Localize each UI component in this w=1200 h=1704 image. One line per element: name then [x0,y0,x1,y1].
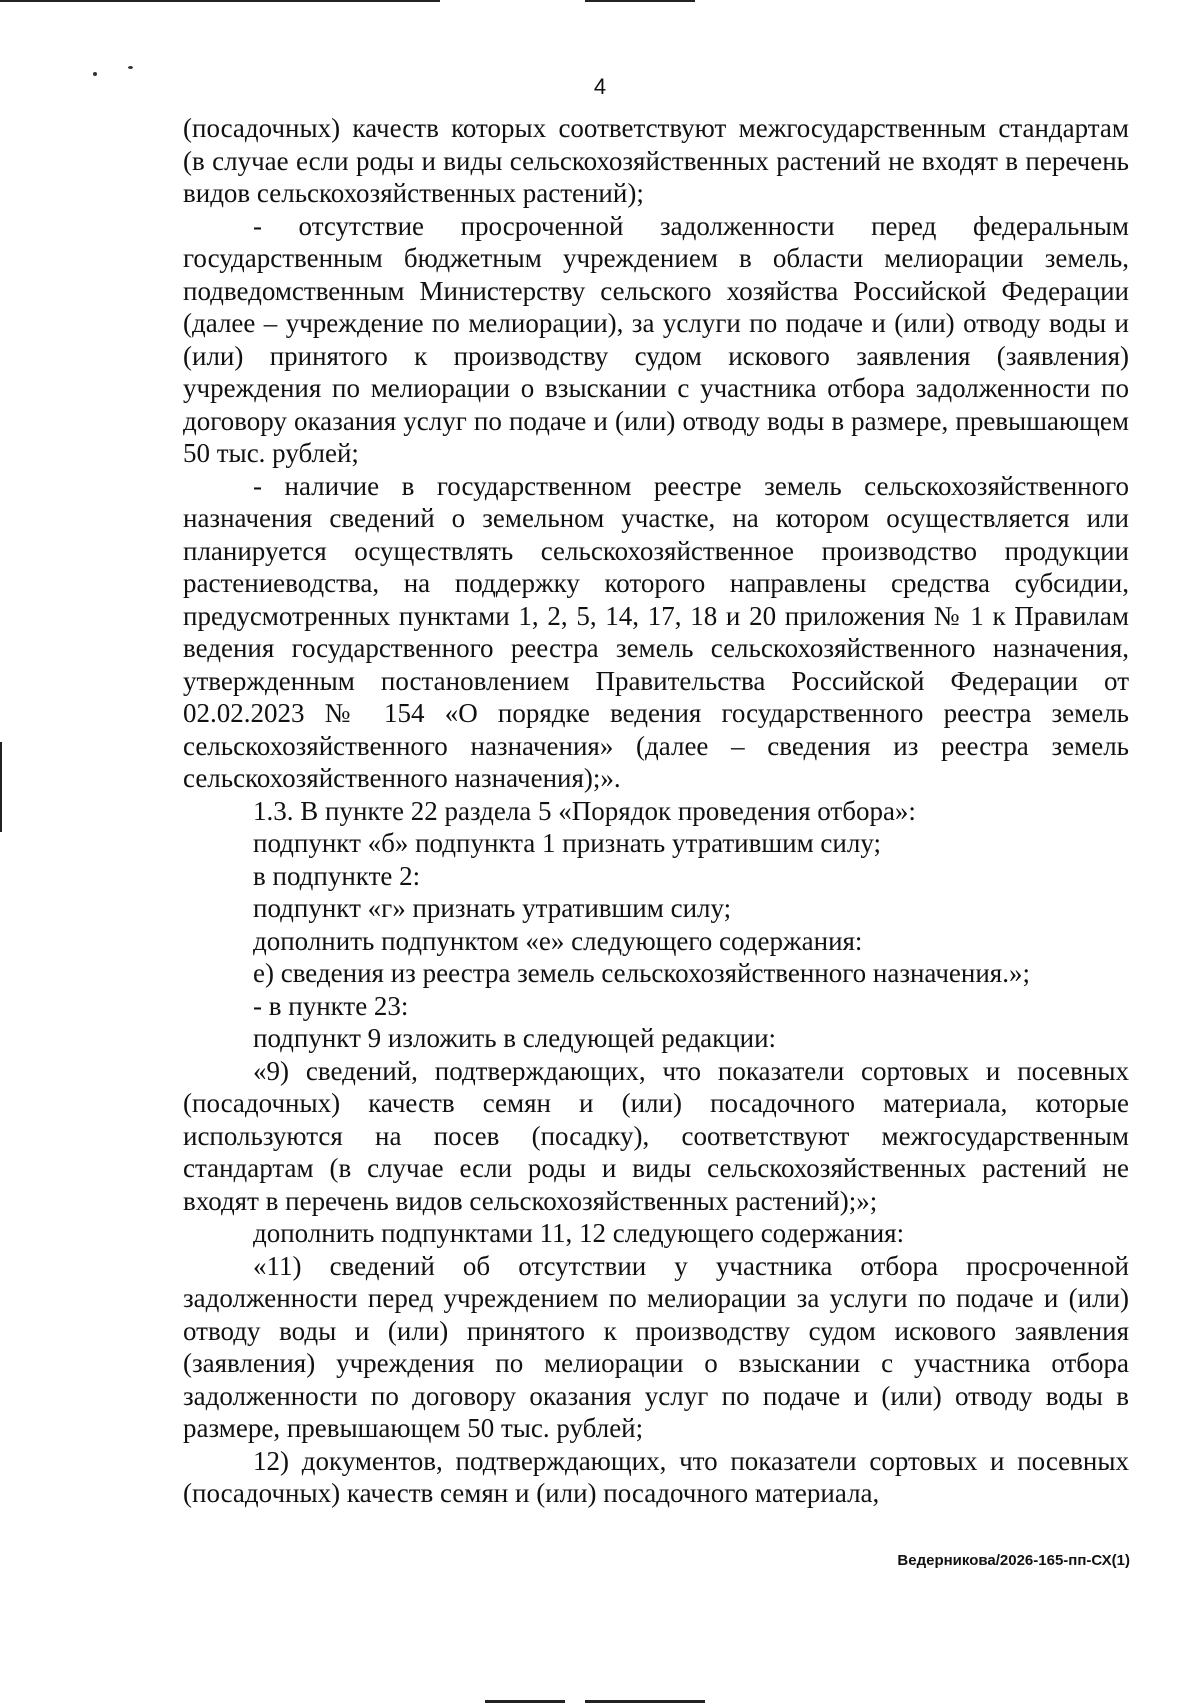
paragraph: е) сведения из реестра земель сельскохозяйственного назначения.»; [253,958,1030,988]
paragraph: «11) сведений об отсутствии у участника отбора просроченной задолженности перед учреждением по мелиорации за услуги по подаче и (или) отводу воды и (или) принятого к производству судом искового заявления (заявления) учреждения по мелиорации о взыскании с участника отбора задолженности по договору оказания услуг по подаче и (или) отводу воды в размере, превышающем 50 тыс. рублей; [183,1250,1129,1443]
scan-artifact-margin-mark [0,742,2,832]
paragraph: «9) сведений, подтверждающих, что показатели сортовых и посевных (посадочных) качеств семян и (или) посадочного материала, которые используются на посев (посадку), соответствуют межгосударственным стандартам (в случае если роды и виды сельскохозяйственных растений не входят в перечень видов сельскохозяйственных растений);»; [183,1055,1129,1216]
paragraph: 12) документов, подтверждающих, что показатели сортовых и посевных (посадочных) качеств семян и (или) посадочного материала, [183,1445,1129,1508]
paragraph: (посадочных) качеств которых соответствуют межгосударственным стандартам (в случае если роды и виды сельскохозяйственных растений не входят в перечень видов сельскохозяйственных растений); [183,113,1129,208]
paragraph: подпункт «г» признать утратившим силу; [253,893,732,923]
scan-artifact-top-dash [585,0,695,2]
paragraph: подпункт «б» подпункта 1 признать утратившим силу; [253,828,881,858]
paragraph: дополнить подпунктами 11, 12 следующего содержания: [253,1218,905,1248]
paragraph: - в пункте 23: [253,990,409,1021]
document-body [183,112,1129,1510]
document-footer-code: Ведерникова/2026-165-пп-СХ(1) [897,1552,1130,1569]
paragraph: 1.3. В пункте 22 раздела 5 «Порядок проведения отбора»: [253,795,916,826]
paragraph: дополнить подпунктом «е» следующего содержания: [253,925,863,956]
scan-artifact-dot [128,66,133,69]
paragraph: в подпункте 2: [253,860,421,891]
paragraph: - наличие в государственном реестре земель сельскохозяйственного назначения сведений о земельном участке, на котором осуществляется или планируется осуществлять сельскохозяйственное производство продукции растениеводства, на поддержку которого направлены средства субсидии, предусмотренных пунктами 1, 2, 5, 14, 17, 18 и 20 приложения № 1 к Правилам ведения государственного реестра земель сельскохозяйственного назначения, утвержденным постановлением Правительства Российской Федерации от 02.02.2023 № 154 «О порядке ведения государственного реестра земель сельскохозяйственного назначения» (далее – сведения из реестра земель сельскохозяйственного назначения);». [183,470,1129,793]
paragraph: - отсутствие просроченной задолженности перед федеральным государственным бюджетным учреждением в области мелиорации земель, подведомственным Министерству сельского хозяйства Российской Федерации (далее – учреждение по мелиорации), за услуги по подаче и (или) отводу воды и (или) принятого к производству судом искового заявления (заявления) учреждения по мелиорации о взыскании с участника отбора задолженности по договору оказания услуг по подаче и (или) отводу воды в размере, превышающем 50 тыс. рублей; [183,210,1129,468]
scan-artifact-bottom-dash [485,1700,565,1703]
paragraph: подпункт 9 изложить в следующей редакции: [253,1023,777,1053]
scan-artifact-top-line [0,0,440,2]
page-number: 4 [593,74,607,99]
scan-artifact-bottom-dash [585,1700,705,1703]
